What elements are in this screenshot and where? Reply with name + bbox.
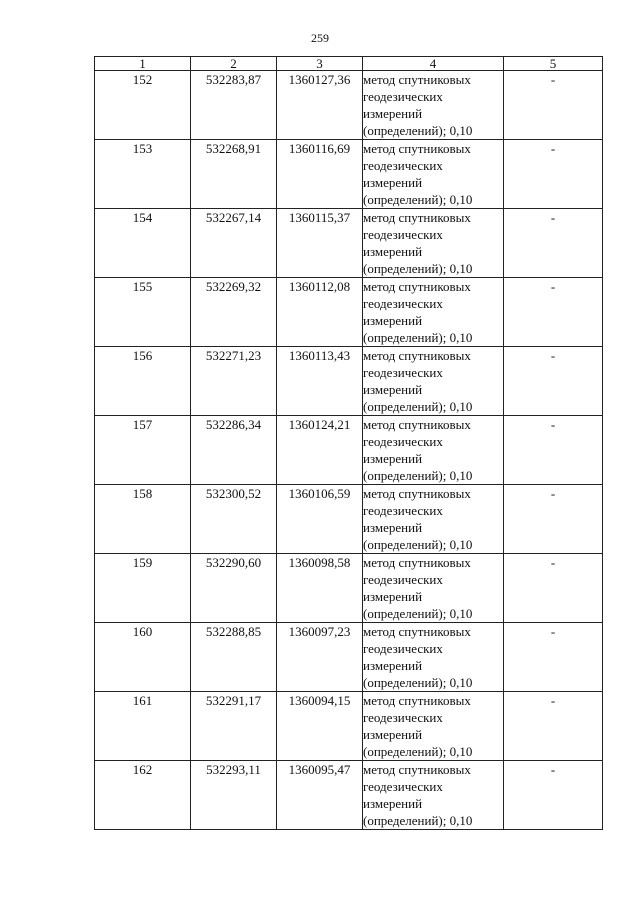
point-number-cell: 160 xyxy=(95,623,191,692)
method-cell xyxy=(363,485,504,554)
note-cell: - xyxy=(504,554,603,623)
method-line: (определений); 0,10 xyxy=(363,399,473,414)
y-coordinate-cell: 1360124,21 xyxy=(277,416,363,485)
note-cell: - xyxy=(504,416,603,485)
table-row xyxy=(95,692,603,761)
point-number-cell: 159 xyxy=(95,554,191,623)
note-cell: - xyxy=(504,140,603,209)
page-number: 259 xyxy=(311,31,329,45)
method-line: (определений); 0,10 xyxy=(363,606,473,621)
x-coordinate-cell: 532286,34 xyxy=(191,416,277,485)
method-line: измерений xyxy=(363,106,423,121)
table-row xyxy=(95,278,603,347)
y-coordinate-cell: 1360098,58 xyxy=(277,554,363,623)
method-line: метод спутниковых xyxy=(363,555,471,570)
coordinates-table xyxy=(94,56,603,830)
note-cell: - xyxy=(504,623,603,692)
method-line: геодезических xyxy=(363,572,443,587)
table-row xyxy=(95,554,603,623)
method-cell xyxy=(363,140,504,209)
method-line: (определений); 0,10 xyxy=(363,192,473,207)
y-coordinate-cell: 1360094,15 xyxy=(277,692,363,761)
method-cell xyxy=(363,347,504,416)
method-line: геодезических xyxy=(363,641,443,656)
method-line: геодезических xyxy=(363,227,443,242)
column-header: 2 xyxy=(191,57,277,71)
method-line: измерений xyxy=(363,796,423,811)
note-cell: - xyxy=(504,692,603,761)
method-line: измерений xyxy=(363,244,423,259)
note-cell: - xyxy=(504,485,603,554)
method-line: метод спутниковых xyxy=(363,486,471,501)
point-number-cell: 152 xyxy=(95,71,191,140)
method-line: метод спутниковых xyxy=(363,762,471,777)
method-cell xyxy=(363,761,504,830)
method-line: измерений xyxy=(363,175,423,190)
method-line: (определений); 0,10 xyxy=(363,123,473,138)
method-cell xyxy=(363,623,504,692)
method-line: метод спутниковых xyxy=(363,348,471,363)
method-cell xyxy=(363,209,504,278)
method-line: геодезических xyxy=(363,89,443,104)
column-header: 1 xyxy=(95,57,191,71)
point-number-cell: 158 xyxy=(95,485,191,554)
note-cell: - xyxy=(504,209,603,278)
method-line: измерений xyxy=(363,589,423,604)
point-number-cell: 153 xyxy=(95,140,191,209)
x-coordinate-cell: 532268,91 xyxy=(191,140,277,209)
method-line: измерений xyxy=(363,313,423,328)
note-cell: - xyxy=(504,347,603,416)
column-header: 3 xyxy=(277,57,363,71)
method-cell xyxy=(363,71,504,140)
point-number-cell: 154 xyxy=(95,209,191,278)
method-line: геодезических xyxy=(363,503,443,518)
method-line: измерений xyxy=(363,520,423,535)
method-line: геодезических xyxy=(363,779,443,794)
note-cell: - xyxy=(504,761,603,830)
method-line: метод спутниковых xyxy=(363,417,471,432)
x-coordinate-cell: 532290,60 xyxy=(191,554,277,623)
point-number-cell: 157 xyxy=(95,416,191,485)
method-line: геодезических xyxy=(363,710,443,725)
x-coordinate-cell: 532291,17 xyxy=(191,692,277,761)
x-coordinate-cell: 532288,85 xyxy=(191,623,277,692)
method-line: (определений); 0,10 xyxy=(363,468,473,483)
column-header: 5 xyxy=(504,57,603,71)
y-coordinate-cell: 1360112,08 xyxy=(277,278,363,347)
x-coordinate-cell: 532283,87 xyxy=(191,71,277,140)
y-coordinate-cell: 1360113,43 xyxy=(277,347,363,416)
method-line: (определений); 0,10 xyxy=(363,813,473,828)
table-row xyxy=(95,485,603,554)
y-coordinate-cell: 1360116,69 xyxy=(277,140,363,209)
method-line: измерений xyxy=(363,658,423,673)
point-number-cell: 155 xyxy=(95,278,191,347)
x-coordinate-cell: 532267,14 xyxy=(191,209,277,278)
method-line: метод спутниковых xyxy=(363,141,471,156)
method-line: метод спутниковых xyxy=(363,72,471,87)
method-line: геодезических xyxy=(363,158,443,173)
note-cell: - xyxy=(504,71,603,140)
y-coordinate-cell: 1360106,59 xyxy=(277,485,363,554)
point-number-cell: 156 xyxy=(95,347,191,416)
method-line: (определений); 0,10 xyxy=(363,675,473,690)
x-coordinate-cell: 532300,52 xyxy=(191,485,277,554)
y-coordinate-cell: 1360115,37 xyxy=(277,209,363,278)
y-coordinate-cell: 1360097,23 xyxy=(277,623,363,692)
method-line: (определений); 0,10 xyxy=(363,330,473,345)
note-cell: - xyxy=(504,278,603,347)
method-cell xyxy=(363,692,504,761)
method-line: (определений); 0,10 xyxy=(363,537,473,552)
method-line: измерений xyxy=(363,382,423,397)
method-line: геодезических xyxy=(363,434,443,449)
table-row xyxy=(95,209,603,278)
table-row xyxy=(95,347,603,416)
table-row xyxy=(95,623,603,692)
method-line: (определений); 0,10 xyxy=(363,744,473,759)
method-line: метод спутниковых xyxy=(363,279,471,294)
method-line: (определений); 0,10 xyxy=(363,261,473,276)
table-row xyxy=(95,761,603,830)
method-line: метод спутниковых xyxy=(363,624,471,639)
table-row xyxy=(95,71,603,140)
method-line: измерений xyxy=(363,727,423,742)
method-line: геодезических xyxy=(363,296,443,311)
point-number-cell: 162 xyxy=(95,761,191,830)
method-line: метод спутниковых xyxy=(363,693,471,708)
y-coordinate-cell: 1360127,36 xyxy=(277,71,363,140)
method-line: измерений xyxy=(363,451,423,466)
method-cell xyxy=(363,278,504,347)
x-coordinate-cell: 532293,11 xyxy=(191,761,277,830)
y-coordinate-cell: 1360095,47 xyxy=(277,761,363,830)
point-number-cell: 161 xyxy=(95,692,191,761)
x-coordinate-cell: 532269,32 xyxy=(191,278,277,347)
column-header: 4 xyxy=(363,57,504,71)
table-row xyxy=(95,416,603,485)
x-coordinate-cell: 532271,23 xyxy=(191,347,277,416)
method-cell xyxy=(363,416,504,485)
method-cell xyxy=(363,554,504,623)
table-row xyxy=(95,140,603,209)
table-header-row xyxy=(95,57,603,71)
method-line: геодезических xyxy=(363,365,443,380)
method-line: метод спутниковых xyxy=(363,210,471,225)
table-body xyxy=(95,71,603,830)
